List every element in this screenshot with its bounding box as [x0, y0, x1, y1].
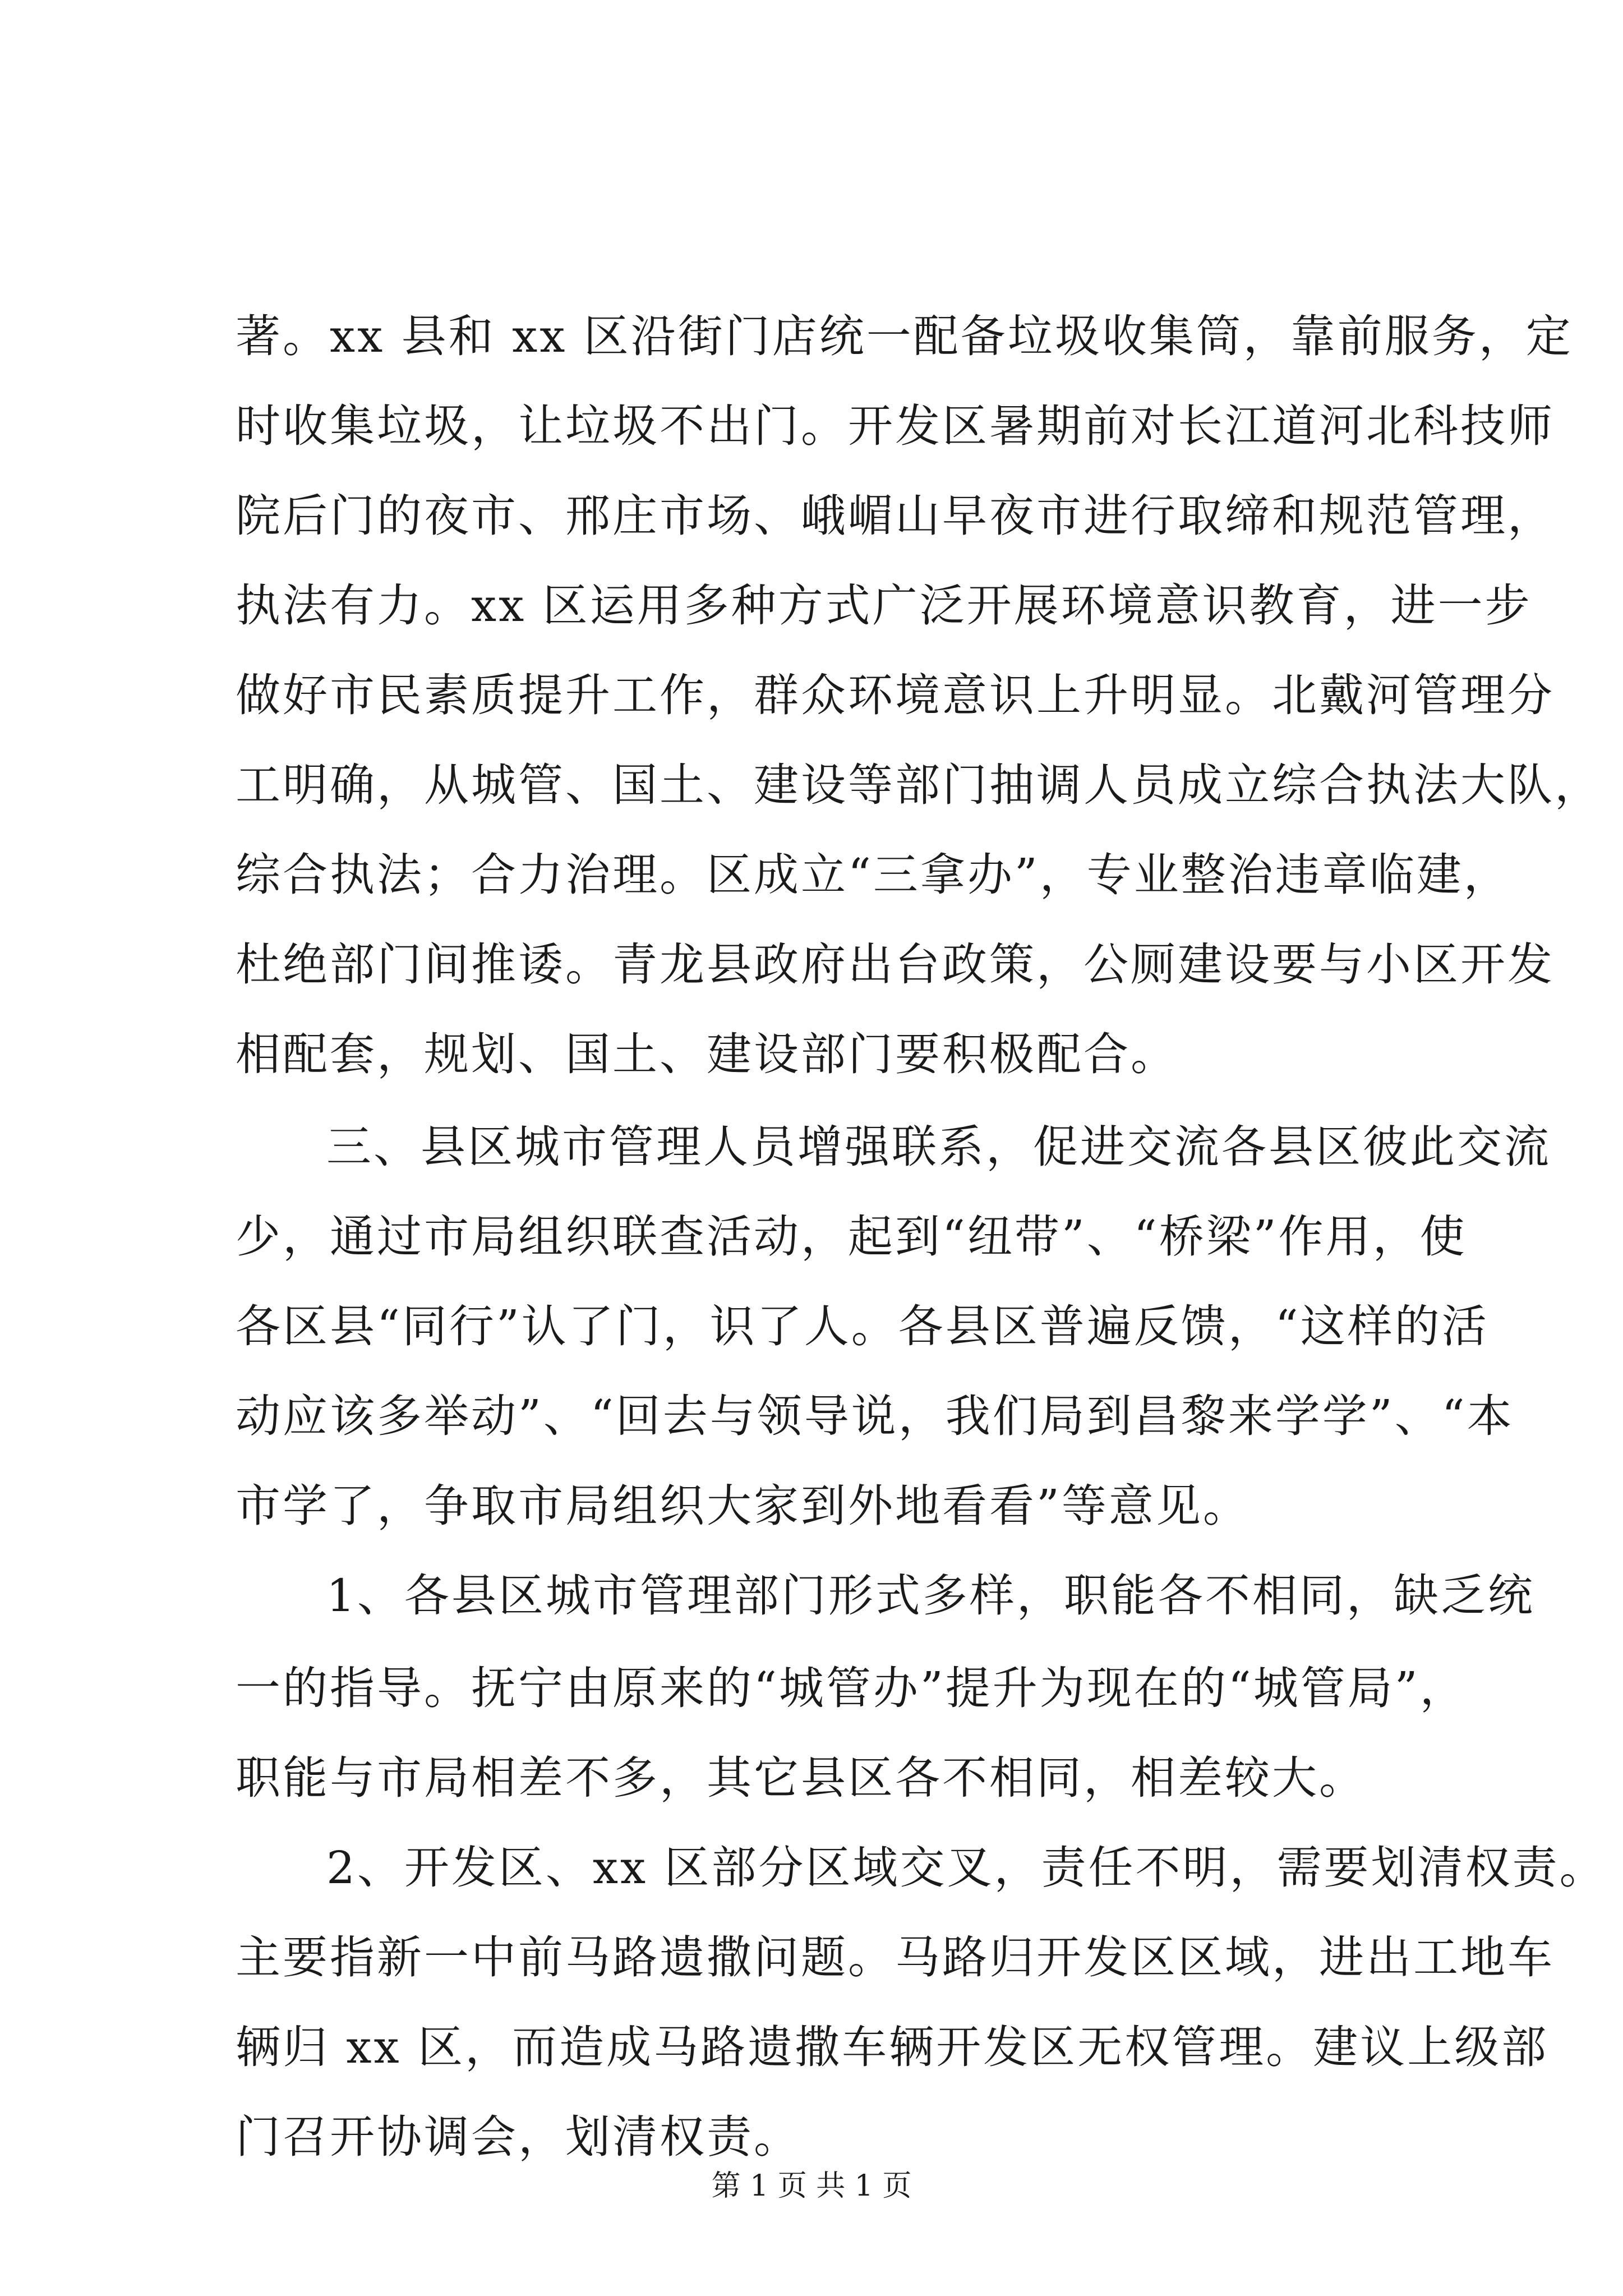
section-heading-line: 三、县区城市管理人员增强联系，促进交流各县区彼此交流 — [326, 1121, 1551, 1173]
body-text-line: 职能与市局相差不多，其它县区各不相同，相差较大。 — [236, 1752, 1366, 1804]
body-text-line: 杜绝部门间推诿。青龙县政府出台政策，公厕建设要与小区开发 — [236, 938, 1555, 991]
body-text-line: 门召开协调会，划清权责。 — [236, 2111, 801, 2163]
list-item-line: 1、各县区城市管理部门形式多样，职能各不相同，缺乏统 — [326, 1570, 1535, 1622]
body-text-line: 做好市民素质提升工作，群众环境意识上升明显。北戴河管理分 — [236, 669, 1555, 721]
body-text-line: 著。xx 县和 xx 区沿街门店统一配备垃圾收集筒，靠前服务，定 — [236, 310, 1573, 362]
body-text-line: 市学了，争取市局组织大家到外地看看”等意见。 — [236, 1480, 1250, 1532]
body-text-line: 少，通过市局组织联查活动，起到“纽带”、“桥梁”作用，使 — [236, 1211, 1467, 1263]
body-text-line: 动应该多举动”、“回去与领导说，我们局到昌黎来学学”、“本 — [236, 1390, 1514, 1442]
body-text-line: 一的指导。抚宁由原来的“城管办”提升为现在的“城管局”， — [236, 1662, 1467, 1714]
list-item-line: 2、开发区、xx 区部分区域交叉，责任不明，需要划清权责。 — [326, 1842, 1607, 1894]
body-text-line: 工明确，从城管、国土、建设等部门抽调人员成立综合执法大队， — [236, 759, 1602, 811]
body-text-line: 执法有力。xx 区运用多种方式广泛开展环境意识教育，进一步 — [236, 579, 1532, 632]
body-text-line: 相配套，规划、国土、建设部门要积极配合。 — [236, 1028, 1178, 1080]
body-text-line: 院后门的夜市、邢庄市场、峨嵋山早夜市进行取缔和规范管理， — [236, 490, 1555, 542]
body-text-line: 各区县“同行”认了门，识了人。各县区普遍反馈，“这样的活 — [236, 1300, 1489, 1352]
body-text-line: 主要指新一中前马路遗撒问题。马路归开发区区域，进出工地车 — [236, 1931, 1555, 1984]
body-text-line: 辆归 xx 区，而造成马路遗撒车辆开发区无权管理。建议上级部 — [236, 2021, 1549, 2073]
body-text-line: 时收集垃圾，让垃圾不出门。开发区暑期前对长江道河北科技师 — [236, 400, 1555, 452]
page-footer: 第 1 页 共 1 页 — [711, 2169, 912, 2203]
body-text-line: 综合执法；合力治理。区成立“三拿办”，专业整治违章临建， — [236, 849, 1511, 901]
